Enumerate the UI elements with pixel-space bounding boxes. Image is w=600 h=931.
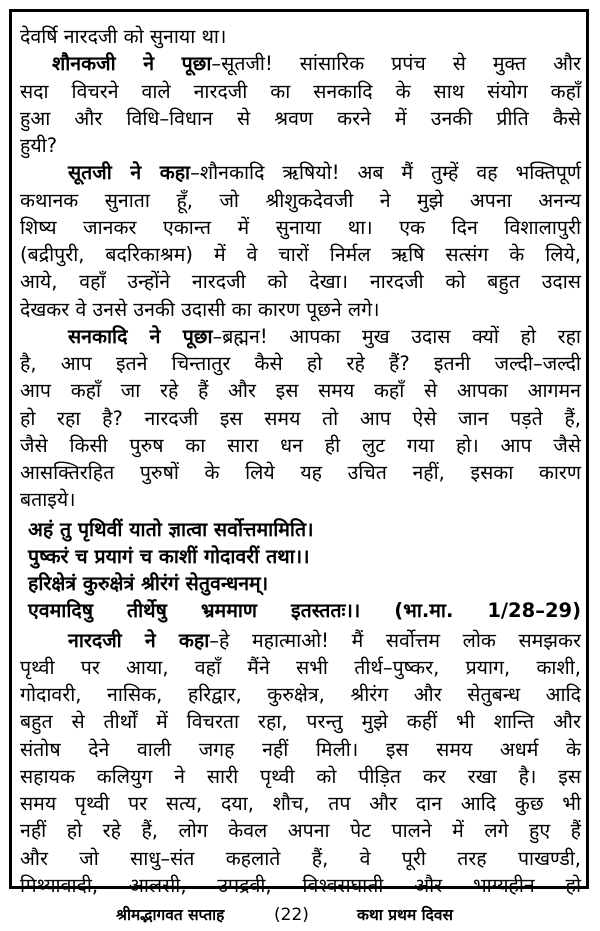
text-line: देवर्षि नारदजी को सुनाया था। <box>20 25 227 48</box>
text-line: बहुत से तीर्थों में विचरता रहा, परन्तु मुझे कहीं भी शान्ति और <box>20 710 581 734</box>
text-line: है, आप इतने चिन्तातुर कैसे हो रहे हैं? इतनी जल्दी–जल्दी <box>20 352 581 376</box>
text-line: कथानक सुनाता हूँ, जो श्रीशुकदेवजी ने मुझे अपना अनन्य <box>20 188 581 212</box>
text-line: आये, वहाँ उन्होंने नारदजी को देखा। नारदजी को बहुत उदास <box>20 270 581 294</box>
text-line: नहीं हो रहे हैं, लोग केवल अपना पेट पालने में लगे हुए हैं <box>20 819 581 843</box>
text-line: आसक्तिरहित पुरुषों के लिये यह उचित नहीं, इसका कारण <box>20 461 581 485</box>
footer-page-number: (22) <box>274 905 309 925</box>
verse-line: पुष्करं च प्रयागं च काशीं गोदावरीं तथा।। <box>28 544 310 568</box>
footer-book-title: श्रीमद्भागवत सप्ताह <box>116 906 225 924</box>
verse-line: हरिक्षेत्रं कुरुक्षेत्रं श्रीरंगं सेतुवन्धनम्। <box>28 572 269 596</box>
verse-line: एवमादिषु तीर्थेषु भ्रममाण इतस्ततः।। (भा.मा. 1/28–29) <box>28 599 581 623</box>
text-line: और जो साधु–संत कहलाते हैं, वे पूरी तरह पाखण्डी, <box>20 846 581 870</box>
text-line: बताइये। <box>20 488 76 512</box>
speaker-heading: शौनकजी ने पूछा <box>52 52 212 76</box>
text-line: जैसे किसी पुरुष का सारा धन ही लुट गया हो। आप जैसे <box>20 433 581 457</box>
text-line: संतोष देने वाली जगह नहीं मिली। इस समय अधर्म के <box>20 737 581 761</box>
text-line: सनकादि ने पूछा–ब्रह्मन! आपका मुख उदास क्यों हो रहा <box>68 324 581 348</box>
text-line: शिष्य जानकर एकान्त में सुनाया था। एक दिन विशालापुरी <box>20 215 581 239</box>
text-line: हो रहा है? नारदजी इस समय तो आप ऐसे जान पड़ते हैं, <box>20 406 581 430</box>
text-line: शौनकजी ने पूछा–सूतजी! सांसारिक प्रपंच से मुक्त और <box>52 52 582 76</box>
text-line: सहायक कलियुग ने सारी पृथ्वी को पीड़ित कर रखा है। इस <box>20 764 581 788</box>
text-line: सूतजी ने कहा–शौनकादि ऋषियो! अब मैं तुम्हें वह भक्तिपूर्ण <box>68 161 581 185</box>
verse-line: अहं तु पृथिवीं यातो ज्ञात्वा सर्वोत्तमामिति। <box>28 517 314 541</box>
speaker-heading: सूतजी ने कहा <box>68 161 191 185</box>
text-line: सदा विचरने वाले नारदजी का सनकादि के साथ संयोग कहाँ <box>20 79 581 103</box>
page-footer <box>0 902 600 928</box>
text-line: समय पृथ्वी पर सत्य, दया, शौच, तप और दान आदि कुछ भी <box>20 792 581 816</box>
text-line: आप कहाँ जा रहे हैं और इस समय कहाँ से आपका आगमन <box>20 379 581 403</box>
text-line: देखकर वे उनसे उनकी उदासी का कारण पूछने लगे। <box>20 297 380 321</box>
footer-chapter: कथा प्रथम दिवस <box>357 906 453 924</box>
text-line: नारदजी ने कहा–हे महात्माओ! मैं सर्वोत्तम लोक समझकर <box>68 628 581 652</box>
text-line: गोदावरी, नासिक, हरिद्वार, कुरुक्षेत्र, श्रीरंग और सेतुबन्ध आदि <box>20 683 581 707</box>
text-line: पृथ्वी पर आया, वहाँ मैंने सभी तीर्थ–पुष्कर, प्रयाग, काशी, <box>20 655 581 679</box>
speaker-heading: सनकादि ने पूछा <box>68 324 213 348</box>
text-line: मिथ्यावादी, आलसी, उपद्रवी, विश्वसघाती और भाग्यहीन हो <box>20 873 581 897</box>
speaker-heading: नारदजी ने कहा <box>68 628 210 652</box>
text-line: (बद्रीपुरी, बदरिकाश्रम) में वे चारों निर्मल ऋषि सत्संग के लिये, <box>20 243 581 267</box>
text-line: हुआ और विधि–विधान से श्रवण करने में उनकी प्रीति कैसे <box>20 106 581 130</box>
text-line: हुयी? <box>20 134 58 158</box>
